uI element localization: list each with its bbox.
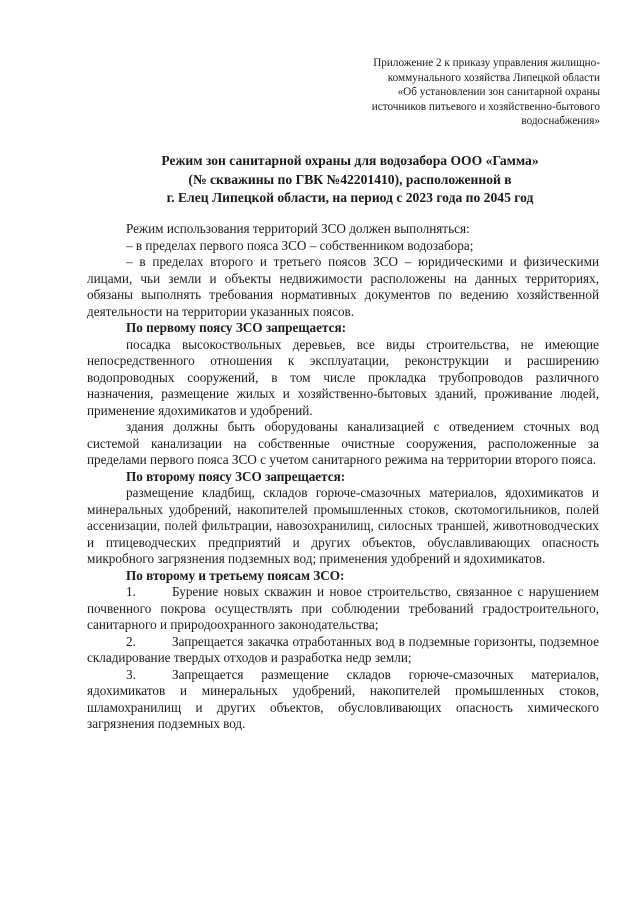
appendix-line: Приложение 2 к приказу управления жилищно-: [373, 57, 600, 69]
second-zone-heading: По второму поясу ЗСО запрещается:: [126, 468, 346, 484]
list-item-number: 1.: [126, 584, 136, 599]
list-item-number: 3.: [126, 666, 136, 682]
first-zone-responsibility: – в пределах первого пояса ЗСО – собственником водозабора;: [126, 237, 474, 253]
list-item-number: 2.: [126, 633, 136, 649]
first-zone-prohibitions: посадка высокоствольных деревьев, все виды строительства, не имеющие непосредственного отношения к эксплуатации, реконструкции и расширению водопроводных сооружений, в том числе прокладка трубопроводов различного назначения, размещение жилых и хозяйственно-бытовых зданий, проживание людей, применение ядохимикатов и удобрений.: [87, 336, 599, 418]
first-zone-sewage-requirement: здания должны быть оборудованы канализацией с отведением сточных вод системой канализации на собственные очистные сооружения, расположенные за пределами первого пояса ЗСО с учетом санитарного режима на территории второго пояса.: [87, 419, 599, 467]
document-body: [87, 221, 599, 733]
second-zone-prohibitions: размещение кладбищ, складов горюче-смазочных материалов, ядохимикатов и минеральных удобрений, накопителей промышленных стоков, скотомогильников, полей ассенизации, полей фильтрации, навозохранилищ, силосных траншей, животноводческих и птицеводческих предприятий и других объектов, обуславливающих опасность микробного загрязнения подземных вод; применения удобрений и ядохимикатов.: [87, 485, 599, 566]
list-item: [87, 584, 599, 634]
title-line: г. Елец Липецкой области, на период с 2023 года по 2045 год: [166, 190, 534, 205]
list-item: [87, 634, 599, 667]
appendix-line: водоснабжения»: [521, 115, 600, 127]
document-title: [100, 152, 600, 208]
appendix-line: коммунального хозяйства Липецкой области: [387, 71, 600, 84]
second-third-zone-heading: По второму и третьему поясам ЗСО:: [126, 567, 345, 583]
second-third-zone-responsibility: – в пределах второго и третьего поясов ЗСО – юридическими и физическими лицами, чьи земли и объекты недвижимости расположены на данных территориях, обязаны выполнять требования нормативных документов по ведению хозяйственной деятельности на территории указанных поясов.: [87, 254, 599, 319]
list-item-text: Бурение новых скважин и новое строительство, связанное с нарушением почвенного покрова осуществлять при соблюдении требований градостроительного, санитарного и природоохранного законодательства;: [87, 584, 599, 632]
appendix-line: «Об установлении зон санитарной охраны: [397, 86, 600, 98]
appendix-line: источников питьевого и хозяйственно-бытового: [371, 100, 600, 113]
title-line: (№ скважины по ГВК №42201410), расположенной в: [188, 171, 512, 187]
list-item: [87, 667, 599, 733]
first-zone-heading: По первому поясу ЗСО запрещается:: [126, 320, 346, 335]
list-item-text: Запрещается размещение складов горюче-смазочных материалов, ядохимикатов и минеральных удобрений, накопителей промышленных стоков, шламохранилищ и других объектов, обусловливающих опасность химического загрязнения подземных вод.: [87, 666, 599, 731]
list-item-text: Запрещается закачка отработанных вод в подземные горизонты, подземное складирование твердых отходов и разработка недр земли;: [87, 633, 599, 665]
appendix-note: [300, 56, 600, 129]
intro-paragraph: Режим использования территорий ЗСО должен выполняться:: [126, 221, 470, 236]
title-line: Режим зон санитарной охраны для водозабора ООО «Гамма»: [161, 153, 539, 168]
